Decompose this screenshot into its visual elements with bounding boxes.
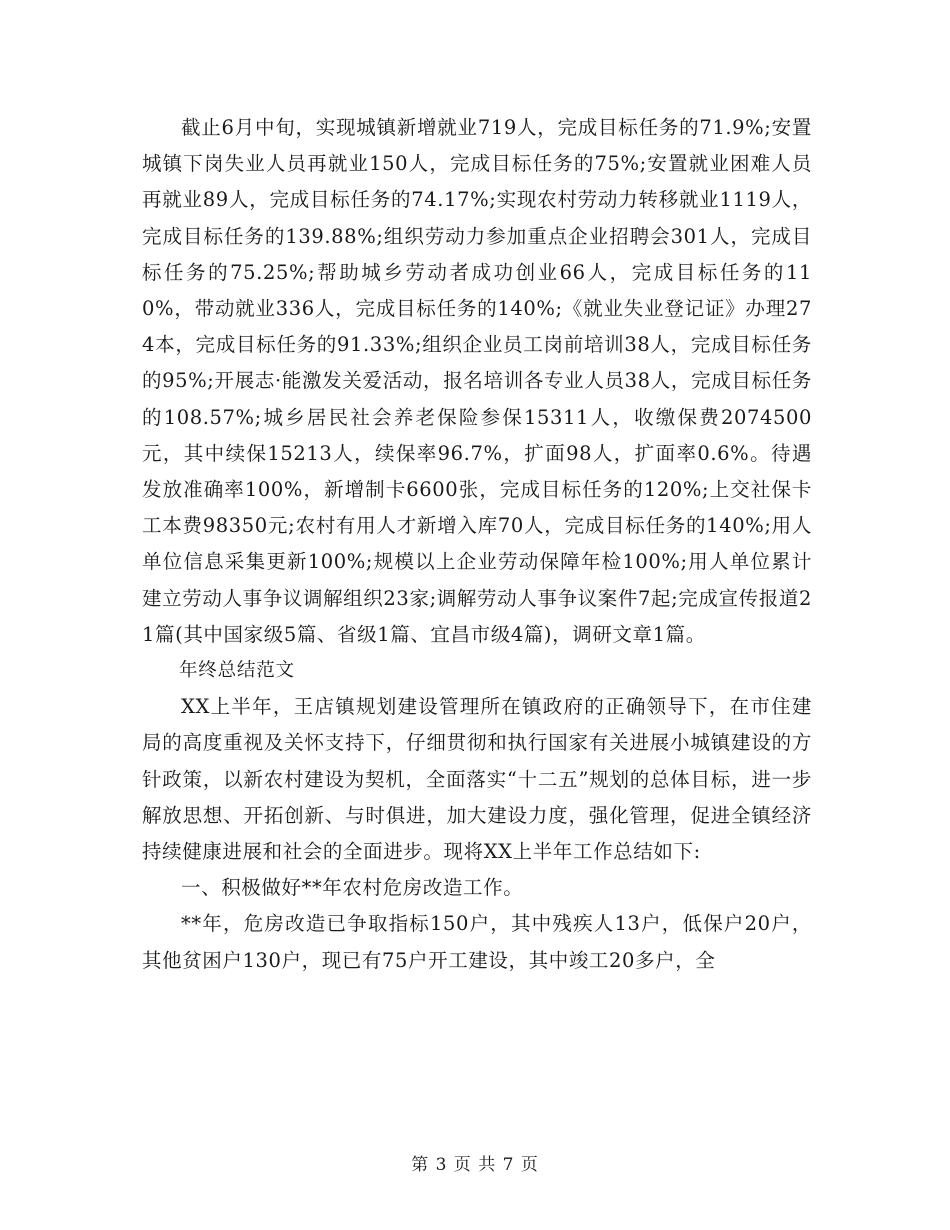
- paragraph-summary-intro: XX上半年，王店镇规划建设管理所在镇政府的正确领导下，在市住建局的高度重视及关怀支持下，仔细贯彻和执行国家有关进展小城镇建设的方针政策，以新农村建设为契机，全面落实“十二五”规划的总体目标，进一步解放思想、开拓创新、与时俱进，加大建设力度，强化管理，促进全镇经济持续健康进展和社会的全面进步。现将XX上半年工作总结如下:: [142, 695, 812, 864]
- page-number-footer: 第 3 页 共 7 页: [411, 1155, 539, 1175]
- document-body: [142, 110, 812, 979]
- paragraph-housing-renovation: **年，危房改造已争取指标150户，其中残疾人13户，低保户20户，其他贫困户130户，现已有75户开工建设，其中竣工20多户，全: [142, 912, 812, 972]
- section-heading: 年终总结范文: [179, 660, 295, 682]
- paragraph-employment-stats: 截止6月中旬，实现城镇新增就业719人，完成目标任务的71.9%;安置城镇下岗失业人员再就业150人，完成目标任务的75%;安置就业困难人员再就业89人，完成目标任务的74.17%;实现农村劳动力转移就业1119人，完成目标任务的139.88%;组织劳动力参加重点企业招聘会301人，完成目标任务的75.25%;帮助城乡劳动者成功创业66人，完成目标任务的110%，带动就业336人，完成目标任务的140%;《就业失业登记证》办理274本，完成目标任务的91.33%;组织企业员工岗前培训38人，完成目标任务的95%;开展志·能激发关爱活动，报名培训各专业人员38人，完成目标任务的108.57%;城乡居民社会养老保险参保15311人，收缴保费2074500元，其中续保15213人，续保率96.7%，扩面98人，扩面率0.6%。待遇发放准确率100%，新增制卡6600张，完成目标任务的120%;上交社保卡工本费98350元;农村有用人才新增入库70人，完成目标任务的140%;用人单位信息采集更新100%;规模以上企业劳动保障年检100%;用人单位累计建立劳动人事争议调解组织23家;调解劳动人事争议案件7起;完成宣传报道21篇(其中国家级5篇、省级1篇、宜昌市级4篇)，调研文章1篇。: [142, 116, 812, 646]
- paragraph-item-one-heading: 一、积极做好**年农村危房改造工作。: [181, 876, 524, 900]
